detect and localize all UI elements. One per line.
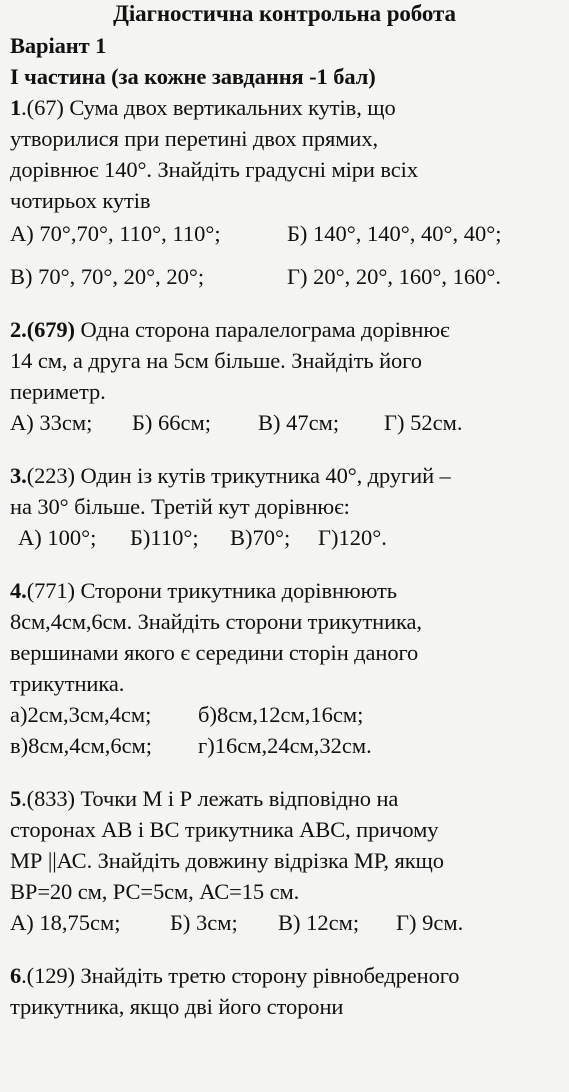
- answer-options-row: [10, 699, 559, 730]
- task-number: 1: [10, 95, 22, 120]
- task-text: Знайдіть третю сторону рівнобедреного: [80, 963, 460, 988]
- task-ref: (679): [26, 317, 75, 342]
- task-text: ВР=20 см, РС=5см, АС=15 см.: [10, 879, 300, 904]
- task-number: 5: [10, 786, 22, 811]
- answer-option: В)70°;: [230, 525, 291, 550]
- answer-option: в)8см,4см,6см;: [10, 733, 153, 758]
- task-text: 14 см, а друга на 5см більше. Знайдіть його: [10, 348, 422, 373]
- task-ref: (771): [26, 578, 75, 603]
- answer-option: А) 70°,70°, 110°, 110°;: [10, 221, 221, 246]
- task-text: на 30° більше. Третій кут дорівнює:: [10, 494, 350, 519]
- task-text: Сума двох вертикальних кутів, що: [69, 95, 396, 120]
- task-3-line-1: [10, 460, 559, 491]
- task-text: сторонах АВ і ВС трикутника АВС, причому: [10, 817, 439, 842]
- answer-option: Б) 140°, 140°, 40°, 40°;: [287, 221, 502, 246]
- answer-option: А) 18,75см;: [10, 910, 121, 935]
- part-heading: І частина (за кожне завдання -1 бал): [10, 64, 376, 89]
- task-text: Сторони трикутника дорівнюють: [80, 578, 397, 603]
- task-text: чотирьох кутів: [10, 188, 151, 213]
- task-text: дорівнює 140°. Знайдіть градусні міри всіх: [10, 157, 418, 182]
- answer-option: Б)110°;: [130, 525, 199, 550]
- answer-options-row: [10, 907, 559, 938]
- answer-options-row: [10, 407, 559, 438]
- task-text: трикутника.: [10, 671, 125, 696]
- answer-option: В) 12см;: [278, 910, 360, 935]
- answer-options-row: [10, 218, 559, 249]
- task-ref: .(833): [21, 786, 75, 811]
- task-text: 8см,4см,6см. Знайдіть сторони трикутника,: [10, 609, 422, 634]
- task-text: вершинами якого є середини сторін даного: [10, 640, 419, 665]
- task-ref: .(129): [21, 963, 75, 988]
- task-number: 3.: [10, 463, 27, 488]
- task-text: МР ||АС. Знайдіть довжину відрізка МР, якщо: [10, 848, 444, 873]
- task-4: [10, 575, 559, 761]
- task-ref: (223): [26, 463, 75, 488]
- answer-option: Г) 20°, 20°, 160°, 160°.: [287, 264, 501, 289]
- task-ref: .(67): [21, 95, 64, 120]
- answer-options-row: [10, 730, 559, 761]
- answer-option: а)2см,3см,4см;: [10, 702, 152, 727]
- answer-option: Б) 66см;: [132, 410, 212, 435]
- task-4-line-1: [10, 575, 559, 606]
- task-number: 4.: [10, 578, 27, 603]
- task-3: [10, 460, 559, 553]
- task-1-line-1: [10, 92, 559, 123]
- task-text: Точки М і Р лежать відповідно на: [80, 786, 399, 811]
- task-2: [10, 314, 559, 438]
- task-6: [10, 960, 559, 1022]
- task-text: утворилися при перетині двох прямих,: [10, 126, 379, 151]
- answer-option: В) 47см;: [258, 410, 340, 435]
- task-5-line-1: [10, 783, 559, 814]
- answer-option: б)8см,12см,16см;: [198, 702, 364, 727]
- task-text: Одна сторона паралелограма дорівнює: [80, 317, 450, 342]
- task-text: трикутника, якщо дві його сторони: [10, 994, 344, 1019]
- task-6-line-1: [10, 960, 559, 991]
- task-number: 6: [10, 963, 22, 988]
- task-number: 2.: [10, 317, 27, 342]
- variant-heading: Варіант 1: [10, 33, 107, 58]
- answer-option: Г) 52см.: [384, 410, 463, 435]
- answer-option: Г) 9см.: [396, 910, 464, 935]
- answer-options-row: [10, 261, 559, 292]
- answer-option: А) 33см;: [10, 410, 93, 435]
- answer-options-row: [10, 522, 559, 553]
- task-text: периметр.: [10, 379, 106, 404]
- document-title: Діагностична контрольна робота: [113, 1, 456, 26]
- answer-option: г)16см,24см,32см.: [198, 733, 372, 758]
- answer-option: Г)120°.: [318, 525, 387, 550]
- answer-option: Б) 3см;: [170, 910, 238, 935]
- task-1: [10, 92, 559, 292]
- task-5: [10, 783, 559, 938]
- answer-option: В) 70°, 70°, 20°, 20°;: [10, 264, 205, 289]
- answer-option: А) 100°;: [18, 525, 97, 550]
- task-2-line-1: [10, 314, 559, 345]
- task-text: Один із кутів трикутника 40°, другий –: [80, 463, 451, 488]
